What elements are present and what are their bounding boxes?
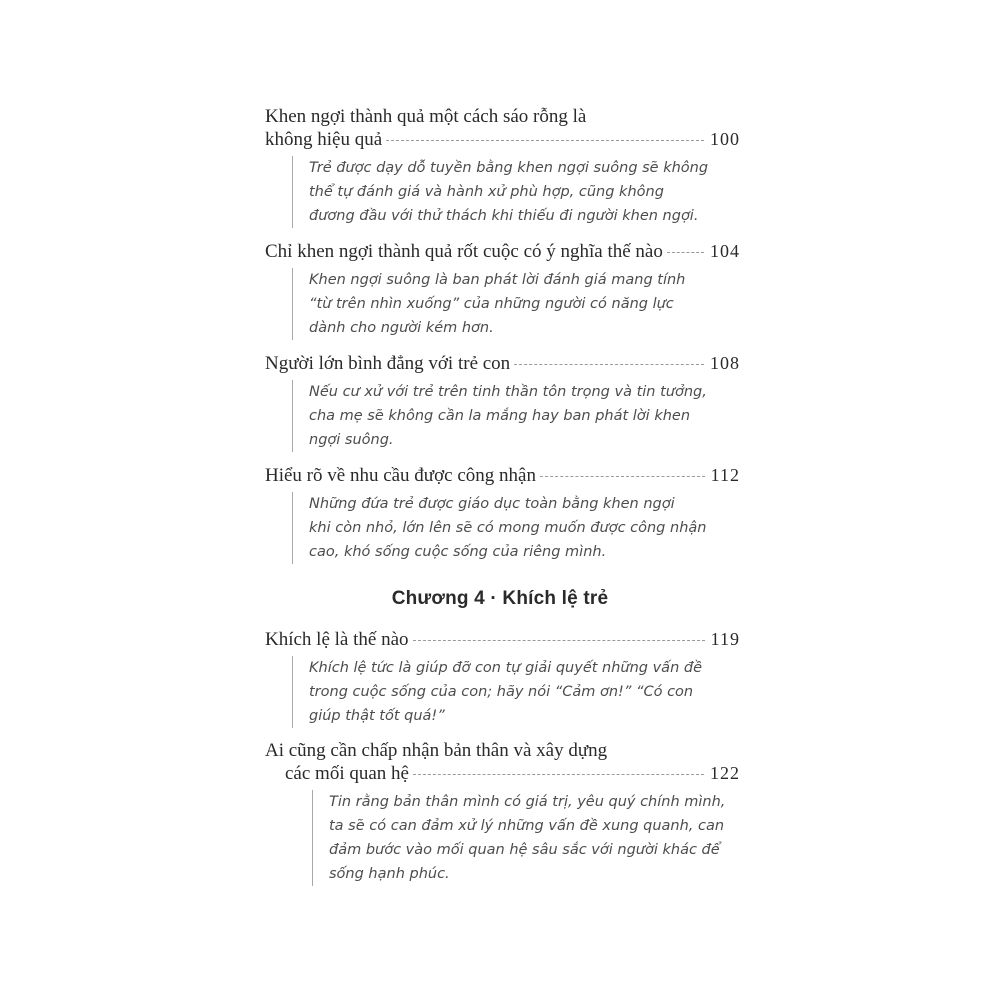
entry-title-line: Hiểu rõ về nhu cầu được công nhận (265, 465, 536, 486)
page-number: 122 (710, 763, 740, 783)
chapter-title: Chương 4 · Khích lệ trẻ (391, 588, 609, 609)
description-line: ta sẽ có can đảm xử lý những vấn đề xung quanh, can (329, 818, 725, 834)
toc-entry (265, 740, 740, 886)
description-line: Khen ngợi suông là ban phát lời đánh giá mang tính (309, 272, 686, 288)
entry-title (265, 740, 740, 785)
page-number: 112 (710, 465, 740, 485)
dotted-leader (540, 476, 705, 477)
dotted-leader (514, 364, 704, 365)
entry-description (292, 268, 740, 340)
toc-entry (265, 352, 740, 452)
page-number: 119 (710, 629, 740, 649)
description-line: giúp thật tốt quá!” (309, 708, 445, 724)
entry-description (292, 656, 740, 728)
description-line: dành cho người kém hơn. (309, 320, 494, 336)
entry-description (292, 492, 740, 564)
entry-title (265, 106, 740, 151)
description-line: thể tự đánh giá và hành xử phù hợp, cũng không (309, 184, 664, 200)
entry-title-line: các mối quan hệ (285, 763, 409, 784)
entry-description (292, 156, 740, 228)
toc-section-2 (265, 628, 740, 898)
description-line: cha mẹ sẽ không cần la mắng hay ban phát lời khen (309, 408, 691, 424)
entry-title (265, 464, 740, 487)
description-line: Nếu cư xử với trẻ trên tinh thần tôn trọng và tin tưởng, (309, 384, 707, 400)
entry-title-line: Ai cũng cần chấp nhận bản thân và xây dựng (265, 740, 608, 761)
dotted-leader (667, 252, 704, 253)
entry-title (265, 240, 740, 263)
description-line: sống hạnh phúc. (329, 866, 450, 882)
toc-entry (265, 464, 740, 564)
description-line: Khích lệ tức là giúp đỡ con tự giải quyết những vấn đề (309, 660, 702, 676)
description-line: cao, khó sống cuộc sống của riêng mình. (309, 544, 607, 560)
description-line: “từ trên nhìn xuống” của những người có năng lực (309, 296, 674, 312)
page-number: 104 (710, 241, 740, 261)
entry-title-line: Người lớn bình đẳng với trẻ con (265, 353, 511, 374)
toc-entry (265, 628, 740, 728)
description-line: Trẻ được dạy dỗ tuyền bằng khen ngợi suông sẽ không (309, 160, 709, 176)
description-line: Những đứa trẻ được giáo dục toàn bằng khen ngợi (309, 496, 675, 512)
description-line: đảm bước vào mối quan hệ sâu sắc với người khác để (329, 842, 720, 858)
page-number: 108 (710, 353, 740, 373)
description-line: đương đầu với thử thách khi thiếu đi người khen ngợi. (309, 208, 699, 224)
entry-description (312, 790, 740, 886)
toc-entry (265, 240, 740, 340)
description-line: ngợi suông. (309, 432, 394, 448)
dotted-leader (413, 774, 704, 775)
entry-title-line: Chỉ khen ngợi thành quả rốt cuộc có ý nghĩa thế nào (265, 241, 663, 262)
description-line: trong cuộc sống của con; hãy nói “Cảm ơn!” “Có con (309, 684, 694, 700)
description-line: khi còn nhỏ, lớn lên sẽ có mong muốn được công nhận (309, 520, 707, 536)
entry-description (292, 380, 740, 452)
entry-title-line: Khích lệ là thế nào (265, 629, 409, 650)
entry-title (265, 628, 740, 651)
entry-title (265, 352, 740, 375)
toc-section-1 (265, 106, 740, 576)
entry-title-line: không hiệu quả (265, 129, 383, 150)
dotted-leader (413, 640, 705, 641)
description-line: Tin rằng bản thân mình có giá trị, yêu quý chính mình, (329, 794, 726, 810)
page-number: 100 (710, 129, 740, 149)
dotted-leader (386, 140, 704, 141)
entry-title-line: Khen ngợi thành quả một cách sáo rỗng là (265, 106, 587, 127)
toc-entry (265, 106, 740, 228)
